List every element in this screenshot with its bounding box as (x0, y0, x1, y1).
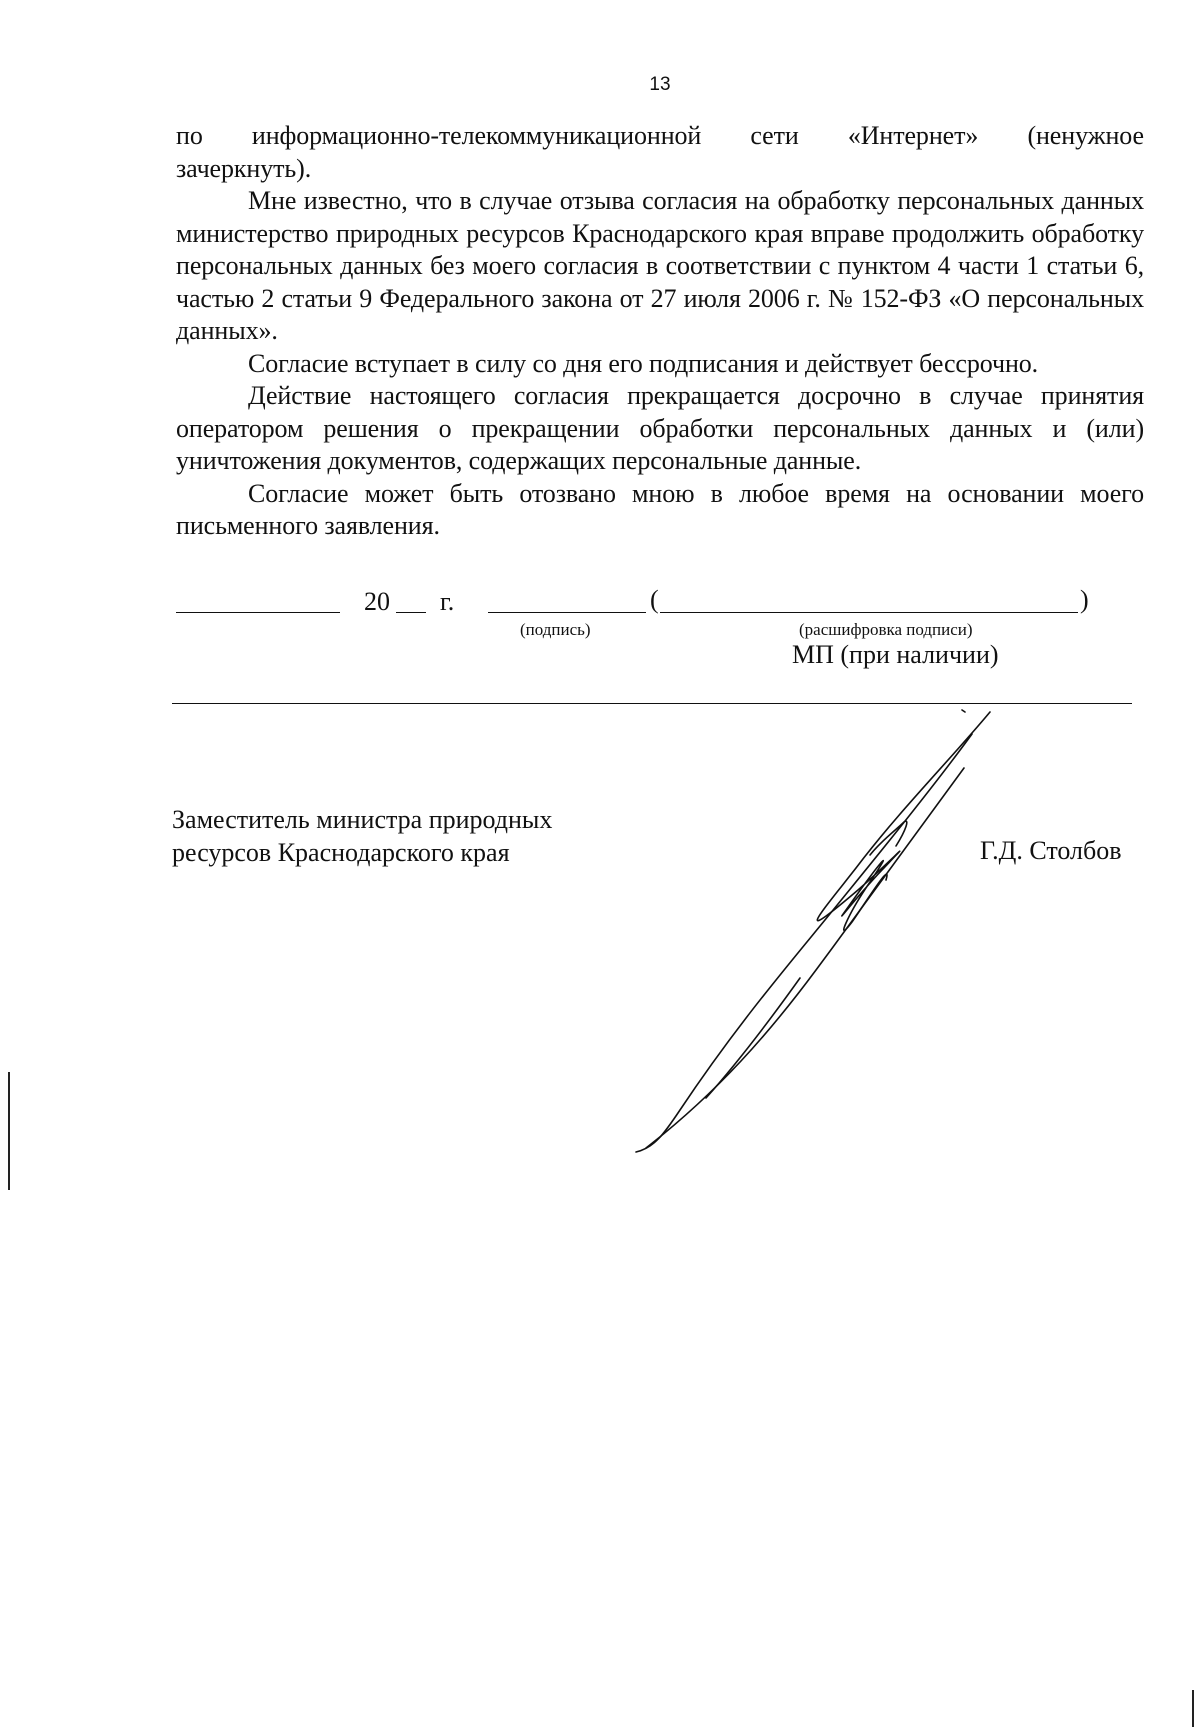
signature-blank-line (488, 612, 646, 613)
paragraph-1-first-line (176, 120, 1144, 153)
paragraph-1-word: «Интернет» (847, 121, 979, 150)
open-paren: ( (650, 585, 659, 614)
page-number: 13 (649, 74, 671, 95)
paragraph-1-word: по (176, 121, 203, 150)
paragraph-4: Действие настоящего согласия прекращается досрочно в случае принятия оператором решения о прекращении обработки персональных данных и (или) уничтожения документов, содержащих персональные данные. (176, 381, 1144, 475)
date-blank-line (176, 612, 340, 613)
handwritten-signature (620, 700, 1000, 1160)
paragraph-3: Согласие вступает в силу со дня его подписания и действует бессрочно. (248, 348, 1039, 378)
stamp-note: МП (при наличии) (792, 640, 999, 669)
signatory-title-line: ресурсов Краснодарского края (172, 838, 510, 867)
paragraph-1-word: (ненужное (1027, 121, 1144, 150)
signer-name: Г.Д. Столбов (980, 836, 1122, 865)
decode-blank-line (660, 612, 1078, 613)
paragraph-2: Мне известно, что в случае отзыва согласия на обработку персональных данных министерство природных ресурсов Краснодарского края вправе продолжить обработку персональных данных без моего согласия в соответствии с пунктом 4 части 1 статьи 6, частью 2 статьи 9 Федерального закона от 27 июля 2006 г. № 152-ФЗ «О персональных данных». (176, 186, 1144, 345)
scan-margin-mark (8, 1072, 10, 1190)
signatory-title-line: Заместитель министра природных (172, 805, 553, 834)
year-prefix: 20 (364, 587, 390, 616)
paragraph-1-word: информационно-телекоммуникационной (251, 121, 702, 150)
paragraph-5: Согласие может быть отозвано мною в любое время на основании моего письменного заявления. (176, 478, 1144, 540)
signature-caption: (подпись) (520, 620, 591, 639)
paragraph-1-word: сети (750, 121, 799, 150)
signatory-title (172, 803, 552, 869)
paragraph-1-continuation: зачеркнуть). (176, 153, 312, 183)
close-paren: ) (1080, 585, 1089, 614)
scan-margin-mark (1192, 1690, 1194, 1727)
year-blank-line (396, 612, 426, 613)
decode-caption: (расшифровка подписи) (799, 620, 973, 639)
document-body (176, 120, 1144, 543)
signature-fill-row (176, 585, 1144, 625)
year-suffix: г. (440, 587, 455, 616)
